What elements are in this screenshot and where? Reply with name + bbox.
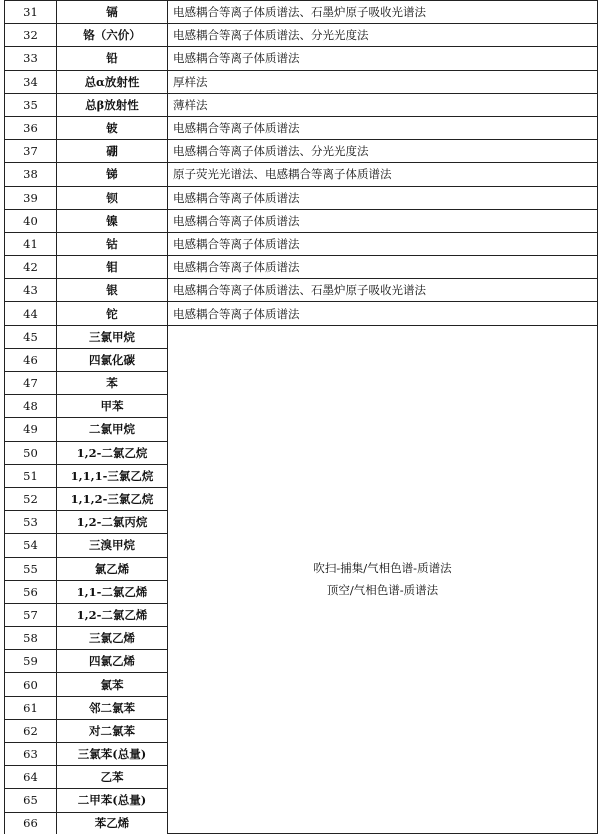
row-number: 38 (5, 163, 57, 186)
item-name: 铅 (57, 47, 168, 70)
row-number: 51 (5, 464, 57, 487)
item-name: 三氯乙烯 (57, 627, 168, 650)
row-number: 54 (5, 534, 57, 557)
item-name: 1,1-二氯乙烯 (57, 580, 168, 603)
table-row (5, 209, 598, 232)
row-number: 60 (5, 673, 57, 696)
item-name: 铍 (57, 116, 168, 139)
item-name: 硼 (57, 140, 168, 163)
merged-method-line-2: 顶空/气相色谱-质谱法 (326, 583, 439, 598)
row-number: 33 (5, 47, 57, 70)
item-name: 氯苯 (57, 673, 168, 696)
row-number: 59 (5, 650, 57, 673)
item-name: 三氯甲烷 (57, 325, 168, 348)
method-text: 电感耦合等离子体质谱法、分光光度法 (168, 24, 598, 47)
row-number: 34 (5, 70, 57, 93)
row-number: 49 (5, 418, 57, 441)
table-row (5, 163, 598, 186)
table-row (5, 256, 598, 279)
row-number: 45 (5, 325, 57, 348)
row-number: 42 (5, 256, 57, 279)
method-text: 厚样法 (168, 70, 598, 93)
table-row (5, 70, 598, 93)
item-name: 三溴甲烷 (57, 534, 168, 557)
method-text: 电感耦合等离子体质谱法 (168, 47, 598, 70)
item-name: 1,2-二氯乙烷 (57, 441, 168, 464)
item-name: 四氯化碳 (57, 348, 168, 371)
item-name: 1,1,1-三氯乙烷 (57, 464, 168, 487)
row-number: 48 (5, 395, 57, 418)
item-name: 镉 (57, 1, 168, 24)
item-name: 钼 (57, 256, 168, 279)
row-number: 44 (5, 302, 57, 325)
row-number: 55 (5, 557, 57, 580)
table-row (5, 93, 598, 116)
method-text: 原子荧光光谱法、电感耦合等离子体质谱法 (168, 163, 598, 186)
row-number: 57 (5, 603, 57, 626)
table-row (5, 140, 598, 163)
method-text: 电感耦合等离子体质谱法 (168, 209, 598, 232)
table-row (5, 279, 598, 302)
table-row (5, 116, 598, 139)
row-number: 62 (5, 719, 57, 742)
table-row (5, 232, 598, 255)
item-name: 邻二氯苯 (57, 696, 168, 719)
row-number: 39 (5, 186, 57, 209)
row-number: 47 (5, 372, 57, 395)
test-method-table (4, 0, 598, 834)
row-number: 31 (5, 1, 57, 24)
table-row (5, 1, 598, 24)
method-text: 电感耦合等离子体质谱法、石墨炉原子吸收光谱法 (168, 279, 598, 302)
item-name: 苯 (57, 372, 168, 395)
item-name: 钴 (57, 232, 168, 255)
table-row (5, 302, 598, 325)
row-number: 52 (5, 487, 57, 510)
row-number: 58 (5, 627, 57, 650)
item-name: 氯乙烯 (57, 557, 168, 580)
row-number: 53 (5, 511, 57, 534)
row-number: 46 (5, 348, 57, 371)
item-name: 1,2-二氯乙烯 (57, 603, 168, 626)
item-name: 四氯乙烯 (57, 650, 168, 673)
merged-method-line-1: 吹扫-捕集/气相色谱-质谱法 (313, 561, 452, 576)
row-number: 36 (5, 116, 57, 139)
row-number: 50 (5, 441, 57, 464)
item-name: 乙苯 (57, 766, 168, 789)
item-name: 总β放射性 (57, 93, 168, 116)
table-row (5, 47, 598, 70)
method-text: 电感耦合等离子体质谱法 (168, 256, 598, 279)
method-text: 电感耦合等离子体质谱法 (168, 232, 598, 255)
method-text: 电感耦合等离子体质谱法 (168, 302, 598, 325)
row-number: 32 (5, 24, 57, 47)
item-name: 总α放射性 (57, 70, 168, 93)
item-name: 铬（六价） (57, 24, 168, 47)
row-number: 65 (5, 789, 57, 812)
item-name: 甲苯 (57, 395, 168, 418)
row-number: 43 (5, 279, 57, 302)
item-name: 二甲苯(总量) (57, 789, 168, 812)
item-name: 对二氯苯 (57, 719, 168, 742)
item-name: 铊 (57, 302, 168, 325)
row-number: 41 (5, 232, 57, 255)
item-name: 钡 (57, 186, 168, 209)
item-name: 三氯苯(总量) (57, 743, 168, 766)
row-number: 40 (5, 209, 57, 232)
method-text: 电感耦合等离子体质谱法、石墨炉原子吸收光谱法 (168, 1, 598, 24)
row-number: 64 (5, 766, 57, 789)
item-name: 二氯甲烷 (57, 418, 168, 441)
method-text: 电感耦合等离子体质谱法 (168, 116, 598, 139)
table-body (5, 1, 598, 834)
row-number: 61 (5, 696, 57, 719)
row-number: 56 (5, 580, 57, 603)
item-name: 镍 (57, 209, 168, 232)
item-name: 苯乙烯 (57, 812, 168, 834)
merged-method-cell (168, 325, 598, 833)
table-row (5, 24, 598, 47)
method-text: 电感耦合等离子体质谱法、分光光度法 (168, 140, 598, 163)
item-name: 1,2-二氯丙烷 (57, 511, 168, 534)
row-number: 37 (5, 140, 57, 163)
item-name: 1,1,2-三氯乙烷 (57, 487, 168, 510)
row-number: 66 (5, 812, 57, 834)
item-name: 银 (57, 279, 168, 302)
method-text: 薄样法 (168, 93, 598, 116)
method-text: 电感耦合等离子体质谱法 (168, 186, 598, 209)
row-number: 63 (5, 743, 57, 766)
table-row (5, 186, 598, 209)
table-row (5, 325, 598, 348)
item-name: 锑 (57, 163, 168, 186)
row-number: 35 (5, 93, 57, 116)
